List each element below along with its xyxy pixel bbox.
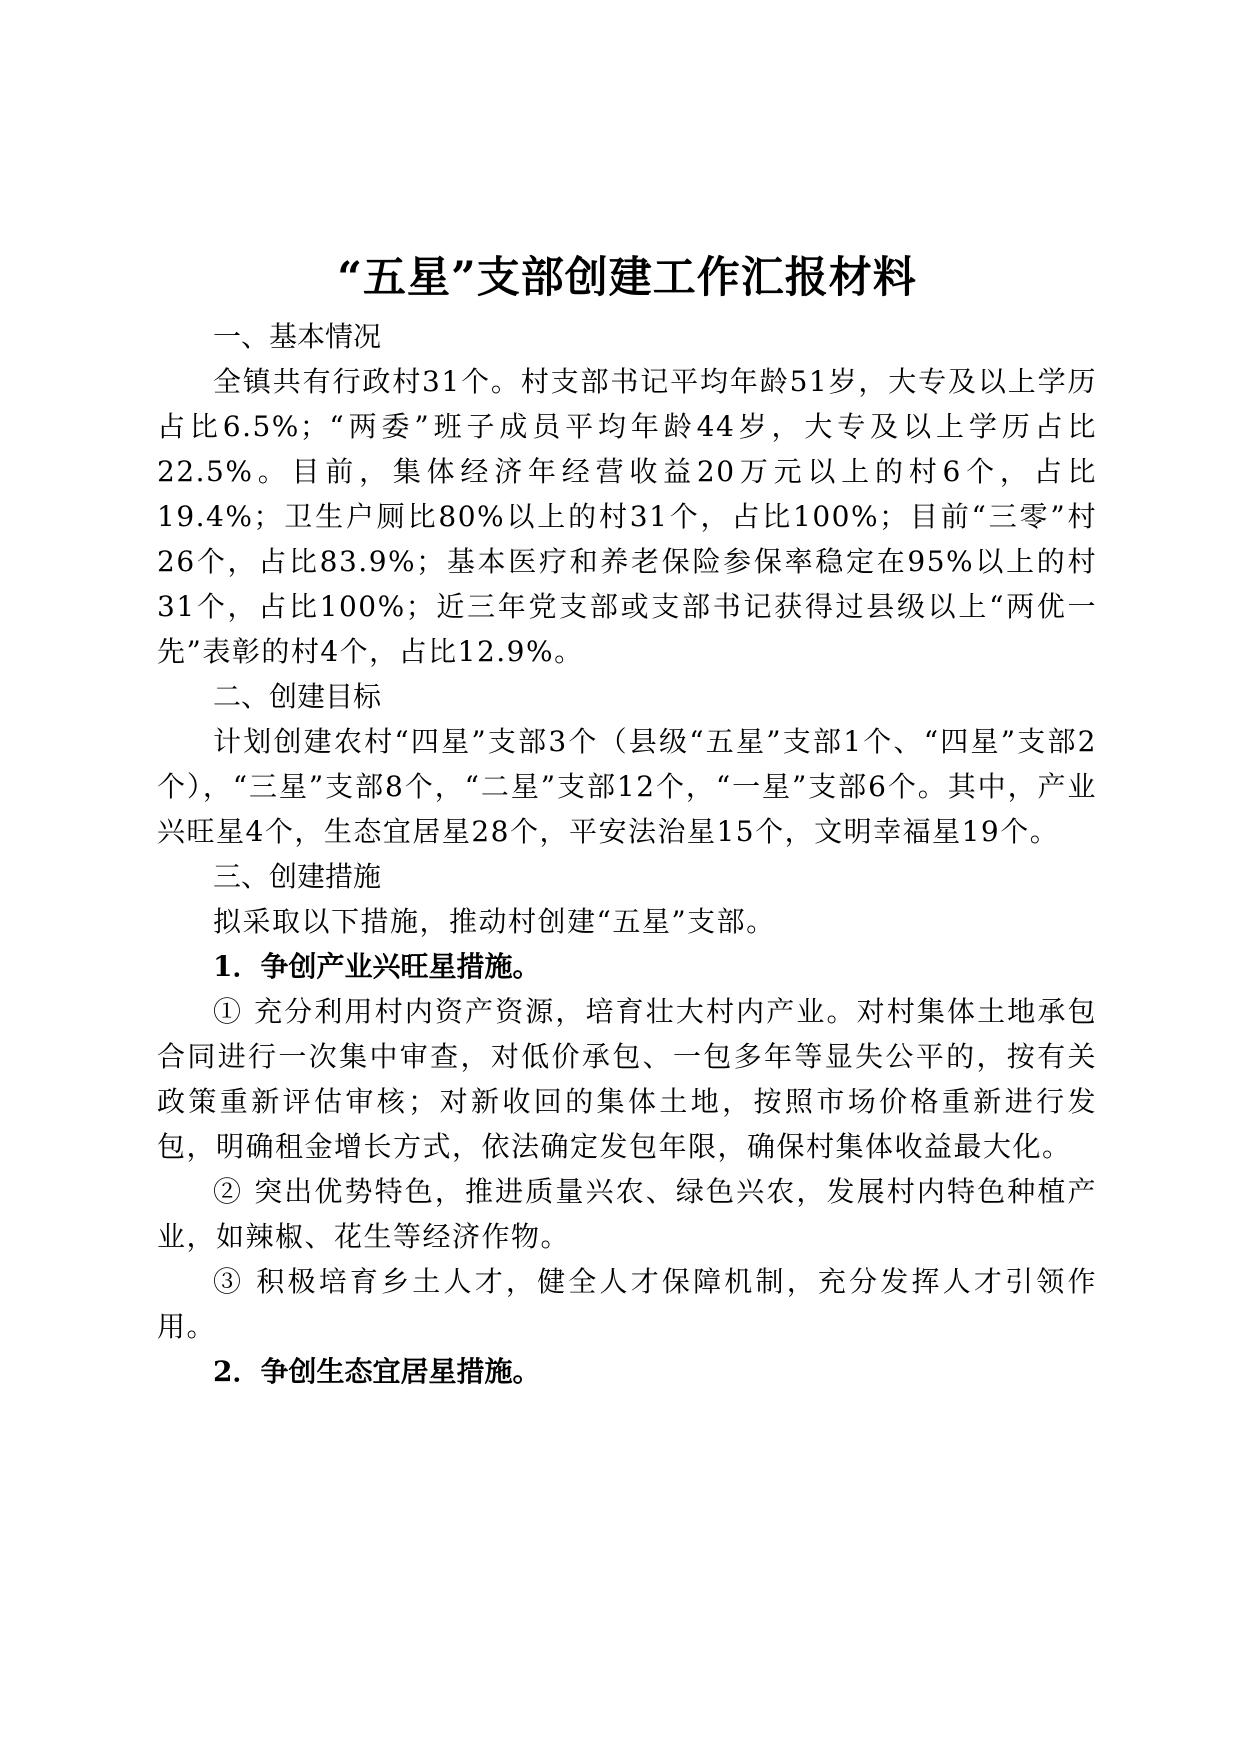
- document-title: “五星”支部创建工作汇报材料: [337, 253, 917, 303]
- measure-item: ③ 积极培育乡土人才，健全人才保障机制，充分发挥人才引领作用。: [157, 1265, 1097, 1343]
- paragraph: 计划创建农村“四星”支部3个（县级“五星”支部1个、“四星”支部2个），“三星”支部8个，“二星”支部12个，“一星”支部6个。其中，产业兴旺星4个，生态宜居星28个，平安法治星15个，文明幸福星19个。: [157, 725, 1097, 848]
- section-creation-measures: [157, 854, 1097, 1394]
- section-creation-goals: [157, 674, 1097, 854]
- measure-title: 2．争创生态宜居星措施。: [213, 1355, 541, 1388]
- measure-item: ① 充分利用村内资产资源，培育壮大村内产业。对村集体土地承包合同进行一次集中审查，对低价承包、一包多年等显失公平的，按有关政策重新评估审核；对新收回的集体土地，按照市场价格重新进行发包，明确租金增长方式，依法确定发包年限，确保村集体收益最大化。: [157, 995, 1097, 1163]
- section-basic-situation: [157, 314, 1097, 674]
- measure-title: 1．争创产业兴旺星措施。: [213, 950, 541, 983]
- paragraph: 拟采取以下措施，推动村创建“五星”支部。: [213, 905, 776, 938]
- document-page: [157, 248, 1097, 1394]
- section-heading: 二、创建目标: [213, 680, 382, 713]
- section-heading: 三、创建措施: [213, 860, 382, 893]
- section-heading: 一、基本情况: [213, 320, 382, 353]
- paragraph: 全镇共有行政村31个。村支部书记平均年龄51岁，大专及以上学历占比6.5%；“两委”班子成员平均年龄44岁，大专及以上学历占比22.5%。目前，集体经济年经营收益20万元以上的村6个，占比19.4%；卫生户厕比80%以上的村31个，占比100%；目前“三零”村26个，占比83.9%；基本医疗和养老保险参保率稳定在95%以上的村31个，占比100%；近三年党支部或支部书记获得过县级以上“两优一先”表彰的村4个，占比12.9%。: [157, 365, 1097, 668]
- measure-item: ② 突出优势特色，推进质量兴农、绿色兴农，发展村内特色种植产业，如辣椒、花生等经济作物。: [157, 1175, 1097, 1253]
